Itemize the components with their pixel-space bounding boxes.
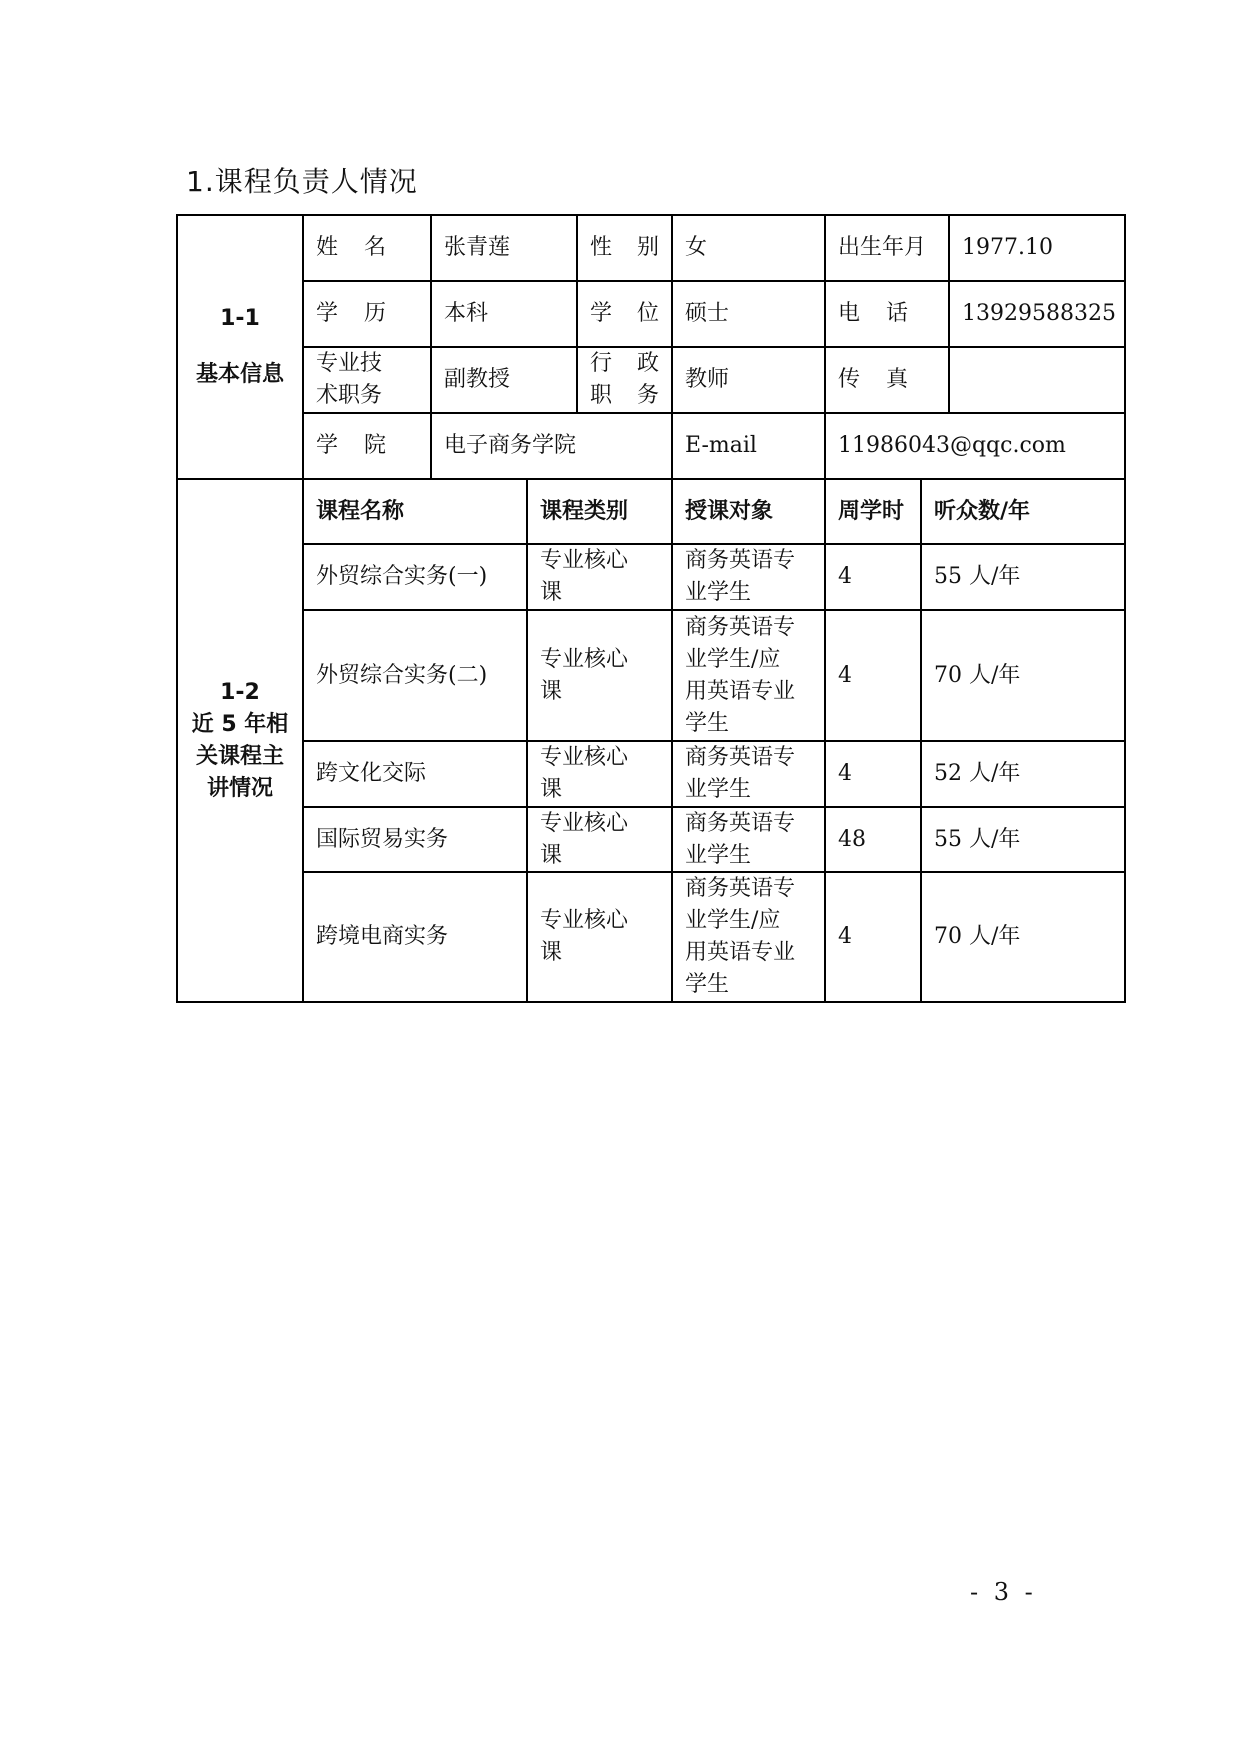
education-label-char-1: 学 xyxy=(316,301,339,326)
header-weekly-hours: 周学时 xyxy=(826,480,922,545)
course-type xyxy=(528,742,673,808)
course-audience-line: 学生 xyxy=(685,710,730,736)
course-audience xyxy=(673,808,826,873)
phone-value: 13929588325 xyxy=(950,282,1126,348)
birth-value: 1977.10 xyxy=(950,216,1126,282)
college-value: 电子商务学院 xyxy=(432,414,673,480)
page-number: - 3 - xyxy=(970,1578,1037,1606)
course-audience-line: 业学生 xyxy=(685,777,752,802)
course-hours: 48 xyxy=(826,808,922,873)
degree-value: 硕士 xyxy=(673,282,826,348)
admin-post-label xyxy=(578,348,673,414)
gender-label xyxy=(578,216,673,282)
college-label xyxy=(304,414,432,480)
professional-title-label-line-1: 专业技 xyxy=(316,351,383,376)
course-audience-line: 商务英语专 xyxy=(685,810,796,836)
course-name: 外贸综合实务(一) xyxy=(304,545,528,611)
admin-post-label-char-1: 行 xyxy=(590,351,613,376)
course-hours: 4 xyxy=(826,611,922,742)
course-attendance: 70 人/年 xyxy=(922,873,1126,1003)
course-type-line: 课 xyxy=(540,777,563,802)
course-type-line: 专业核心 xyxy=(540,745,629,770)
education-label-char-2: 历 xyxy=(363,301,386,326)
header-course-name: 课程名称 xyxy=(304,480,528,545)
phone-label-char-2: 话 xyxy=(885,301,908,326)
degree-label-char-1: 学 xyxy=(590,301,613,326)
fax-label xyxy=(826,348,950,414)
gender-value: 女 xyxy=(673,216,826,282)
course-name: 跨境电商实务 xyxy=(304,873,528,1003)
phone-label xyxy=(826,282,950,348)
course-audience xyxy=(673,873,826,1003)
basic-info-section-label xyxy=(178,216,304,480)
professional-title-label xyxy=(304,348,432,414)
course-audience-line: 商务英语专 xyxy=(685,745,796,770)
course-type xyxy=(528,808,673,873)
course-name: 外贸综合实务(二) xyxy=(304,611,528,742)
course-audience-line: 商务英语专 xyxy=(685,548,796,573)
course-audience-line: 用英语专业 xyxy=(685,940,796,965)
course-type-line: 专业核心 xyxy=(540,810,629,836)
course-hours: 4 xyxy=(826,545,922,611)
course-attendance: 55 人/年 xyxy=(922,545,1126,611)
degree-label-char-2: 位 xyxy=(636,301,659,326)
course-audience-line: 学生 xyxy=(685,972,730,997)
header-course-type: 课程类别 xyxy=(528,480,673,545)
course-audience-line: 商务英语专 xyxy=(685,614,796,640)
basic-section-number: 1-1 xyxy=(220,306,260,331)
course-audience-line: 业学生 xyxy=(685,842,752,868)
name-value: 张青莲 xyxy=(432,216,578,282)
course-audience xyxy=(673,611,826,742)
course-name: 国际贸易实务 xyxy=(304,808,528,873)
fax-label-char-1: 传 xyxy=(838,367,861,392)
college-label-char-2: 院 xyxy=(363,433,386,458)
degree-label xyxy=(578,282,673,348)
course-leader-table xyxy=(176,214,1126,1003)
course-type-line: 课 xyxy=(540,580,563,605)
course-type-line: 课 xyxy=(540,940,563,965)
admin-post-label-char-3: 职 xyxy=(590,383,613,408)
fax-value xyxy=(950,348,1126,414)
course-attendance: 52 人/年 xyxy=(922,742,1126,808)
course-type-line: 课 xyxy=(540,678,563,704)
admin-post-label-char-4: 务 xyxy=(636,383,659,408)
gender-label-char-1: 性 xyxy=(590,235,613,260)
course-attendance: 70 人/年 xyxy=(922,611,1126,742)
admin-post-value: 教师 xyxy=(673,348,826,414)
course-type-line: 专业核心 xyxy=(540,908,629,933)
gender-label-char-2: 别 xyxy=(636,235,659,260)
email-label: E-mail xyxy=(673,414,826,480)
birth-label: 出生年月 xyxy=(826,216,950,282)
course-hours: 4 xyxy=(826,742,922,808)
course-audience-line: 用英语专业 xyxy=(685,678,796,704)
header-attendance: 听众数/年 xyxy=(922,480,1126,545)
education-value: 本科 xyxy=(432,282,578,348)
course-audience-line: 业学生/应 xyxy=(685,646,781,672)
course-name: 跨文化交际 xyxy=(304,742,528,808)
name-label-char-2: 名 xyxy=(363,235,386,260)
college-label-char-1: 学 xyxy=(316,433,339,458)
course-audience xyxy=(673,545,826,611)
phone-label-char-1: 电 xyxy=(838,301,861,326)
professional-title-label-line-2: 术职务 xyxy=(316,383,383,408)
courses-section-label xyxy=(178,480,304,1003)
courses-section-line-3: 讲情况 xyxy=(206,775,273,801)
professional-title-value: 副教授 xyxy=(432,348,578,414)
course-audience xyxy=(673,742,826,808)
basic-section-title: 基本信息 xyxy=(195,362,284,387)
course-type-line: 课 xyxy=(540,842,563,868)
section-title: 1.课程负责人情况 xyxy=(186,165,418,198)
header-audience: 授课对象 xyxy=(673,480,826,545)
course-type xyxy=(528,611,673,742)
courses-section-number: 1-2 xyxy=(220,679,260,705)
course-type xyxy=(528,873,673,1003)
courses-section-line-1: 近 5 年相 xyxy=(191,711,289,737)
course-audience-line: 业学生 xyxy=(685,580,752,605)
course-type-line: 专业核心 xyxy=(540,646,629,672)
course-audience-line: 商务英语专 xyxy=(685,876,796,901)
course-attendance: 55 人/年 xyxy=(922,808,1126,873)
email-value: 11986043@qqc.com xyxy=(826,414,1126,480)
name-label-char-1: 姓 xyxy=(316,235,339,260)
course-audience-line: 业学生/应 xyxy=(685,908,781,933)
course-type-line: 专业核心 xyxy=(540,548,629,573)
admin-post-label-char-2: 政 xyxy=(636,351,659,376)
name-label xyxy=(304,216,432,282)
courses-section-line-2: 关课程主 xyxy=(195,743,284,769)
course-hours: 4 xyxy=(826,873,922,1003)
education-label xyxy=(304,282,432,348)
fax-label-char-2: 真 xyxy=(885,367,908,392)
course-type xyxy=(528,545,673,611)
